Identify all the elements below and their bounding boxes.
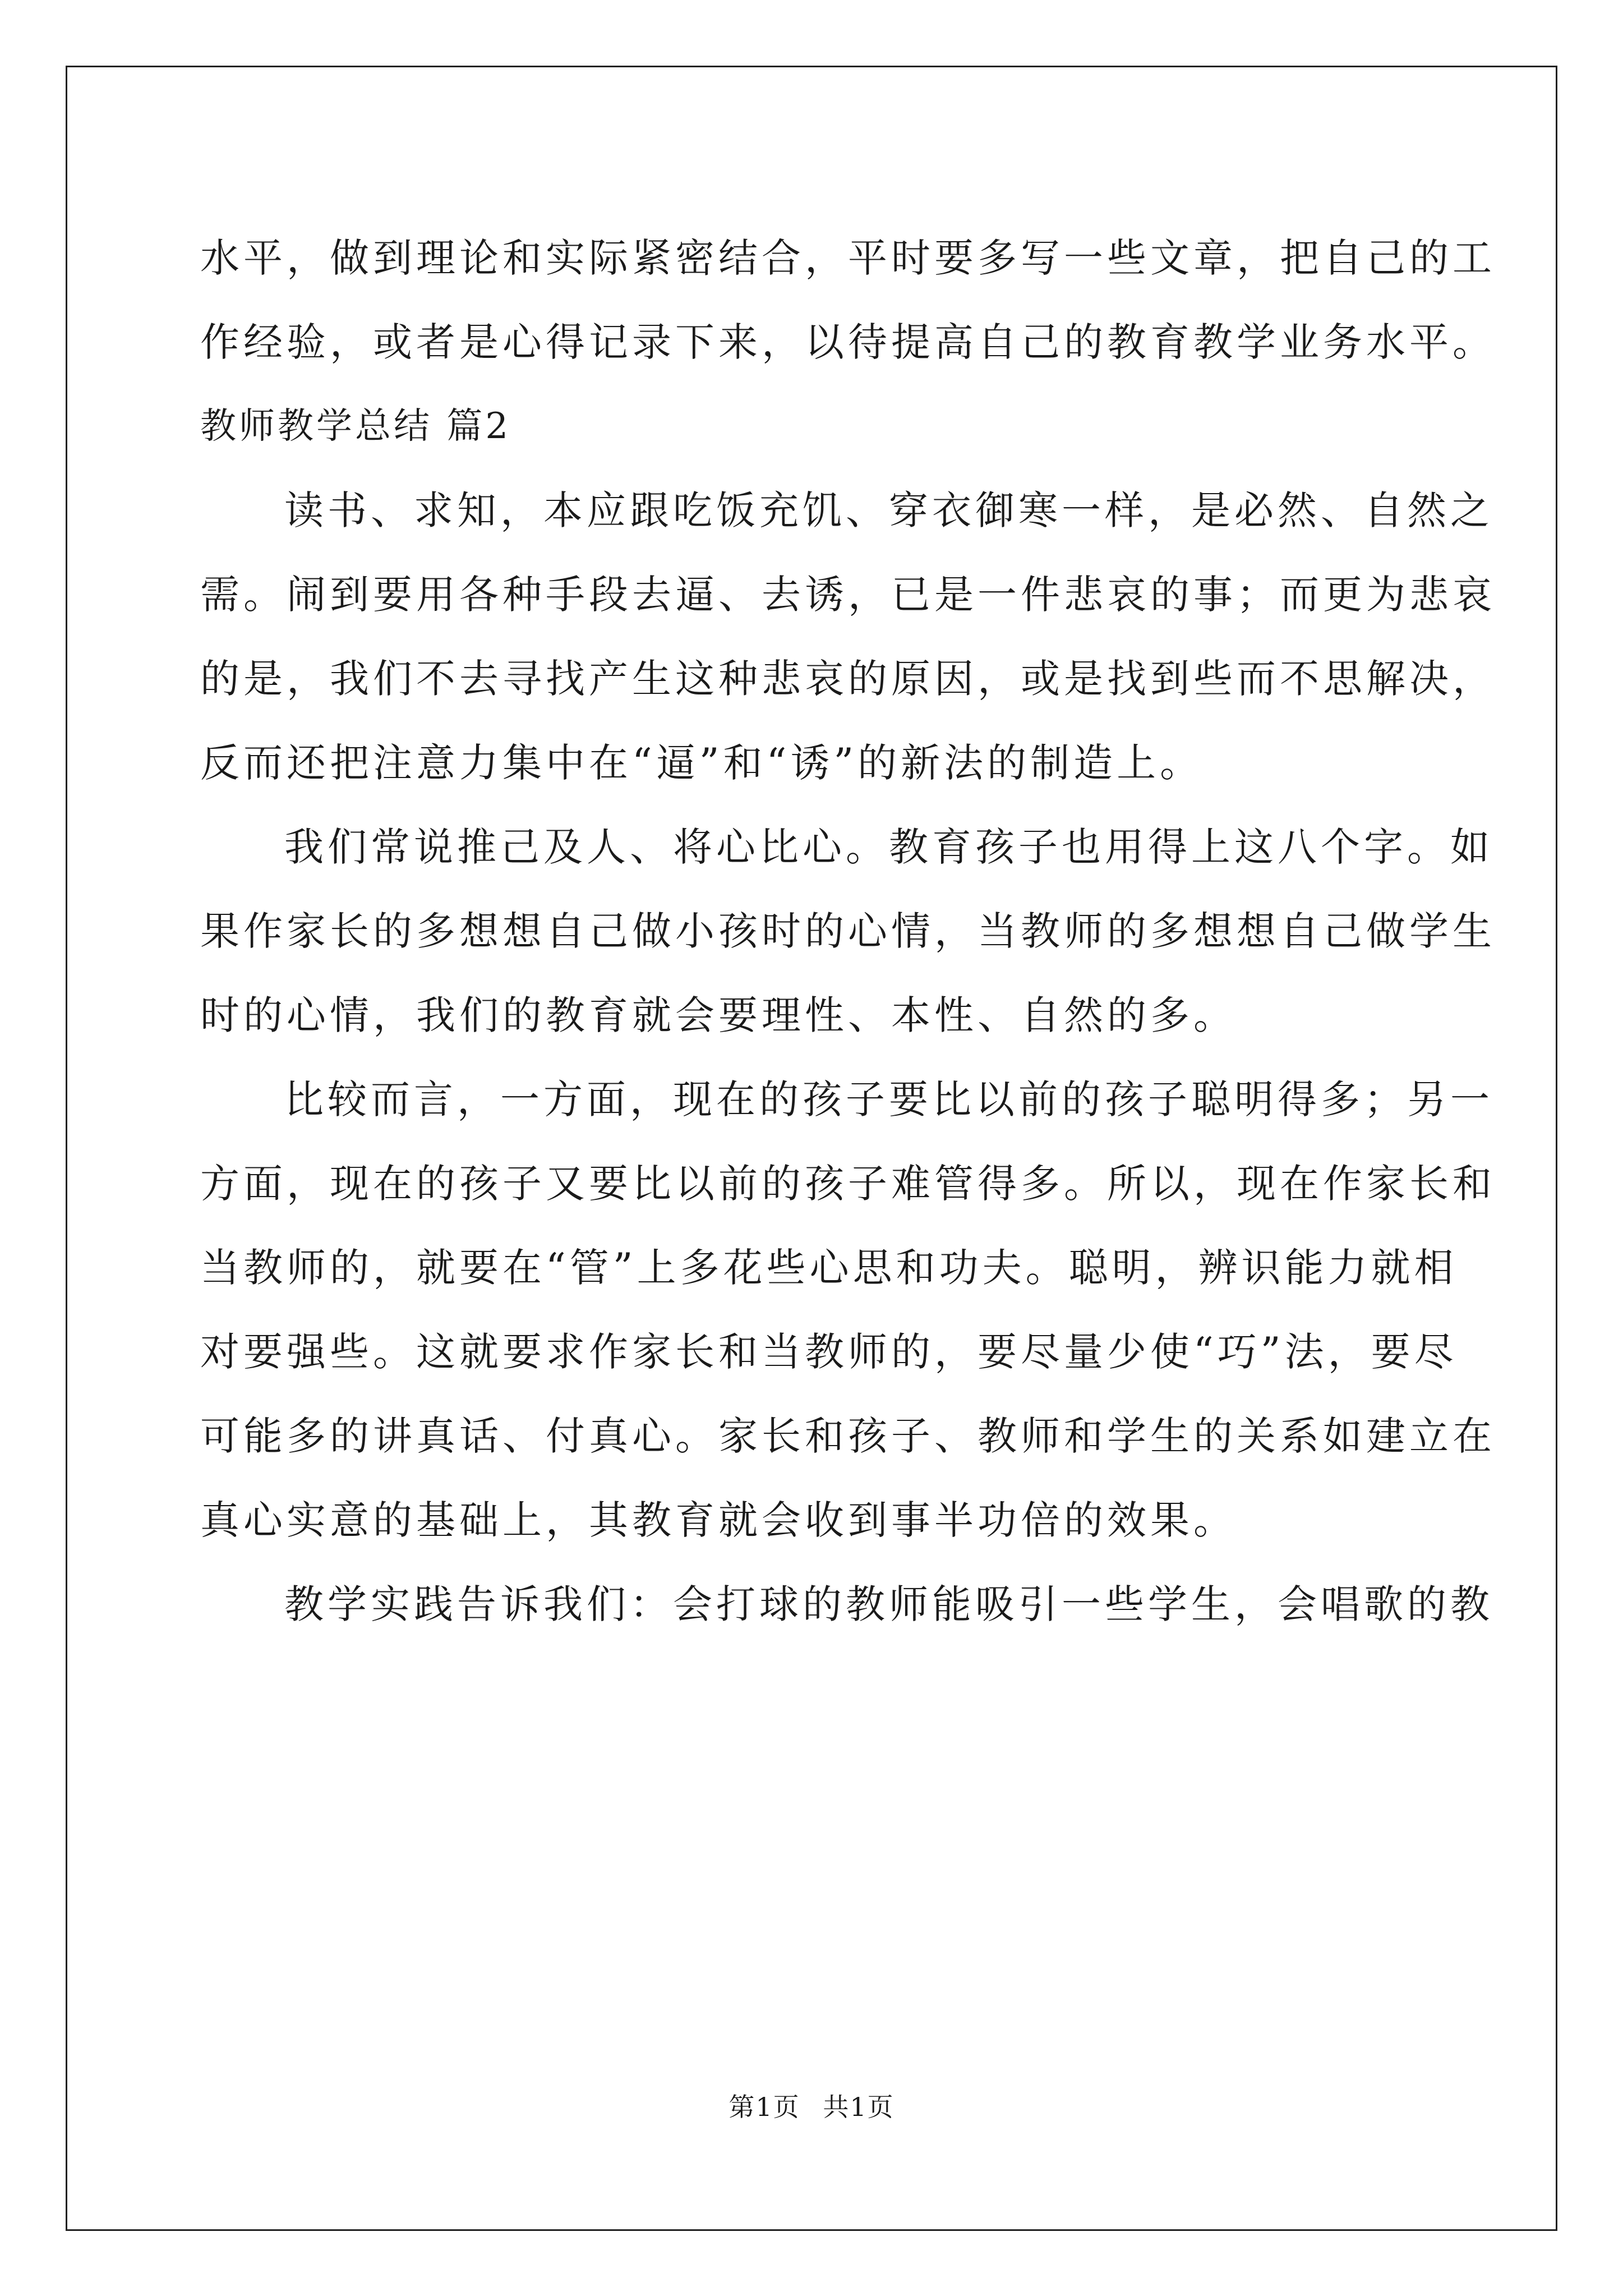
text-line: 作经验，或者是心得记录下来，以待提高自己的教育教学业务水平。 bbox=[200, 319, 1496, 365]
text-line: 时的心情，我们的教育就会要理性、本性、自然的多。 bbox=[200, 992, 1237, 1038]
paragraph-first-line: 我们常说推己及人、将心比心。教育孩子也用得上这八个字。如 bbox=[284, 824, 1493, 870]
text-line: 需。闹到要用各种手段去逼、去诱，已是一件悲哀的事；而更为悲哀 bbox=[200, 572, 1496, 618]
text-line: 当教师的，就要在“管”上多花些心思和功夫。聪明，辨识能力就相 bbox=[200, 1245, 1458, 1291]
paragraph-first-line: 教学实践告诉我们：会打球的教师能吸引一些学生，会唱歌的教 bbox=[284, 1581, 1493, 1627]
page-total: 共1页 bbox=[823, 2092, 895, 2122]
text-line: 可能多的讲真话、付真心。家长和孩子、教师和学生的关系如建立在 bbox=[200, 1413, 1496, 1459]
text-line: 对要强些。这就要求作家长和当教师的，要尽量少使“巧”法，要尽 bbox=[200, 1329, 1458, 1375]
text-line: 方面，现在的孩子又要比以前的孩子难管得多。所以，现在作家长和 bbox=[200, 1161, 1496, 1207]
text-line: 的是，我们不去寻找产生这种悲哀的原因，或是找到些而不思解决， bbox=[200, 656, 1496, 702]
paragraph-first-line: 比较而言，一方面，现在的孩子要比以前的孩子聪明得多；另一 bbox=[284, 1076, 1493, 1122]
text-line: 真心实意的基础上，其教育就会收到事半功倍的效果。 bbox=[200, 1497, 1237, 1543]
text-line: 水平，做到理论和实际紧密结合，平时要多写一些文章，把自己的工 bbox=[200, 235, 1496, 281]
document-body bbox=[200, 216, 1496, 1646]
text-line: 反而还把注意力集中在“逼”和“诱”的新法的制造上。 bbox=[200, 740, 1204, 786]
text-line: 果作家长的多想想自己做小孩时的心情，当教师的多想想自己做学生 bbox=[200, 908, 1496, 954]
paragraph-first-line: 读书、求知，本应跟吃饭充饥、穿衣御寒一样，是必然、自然之 bbox=[284, 487, 1493, 533]
page-number: 第1页 bbox=[728, 2092, 800, 2122]
page-footer bbox=[0, 2087, 1623, 2124]
section-heading: 教师教学总结 篇2 bbox=[200, 406, 511, 447]
